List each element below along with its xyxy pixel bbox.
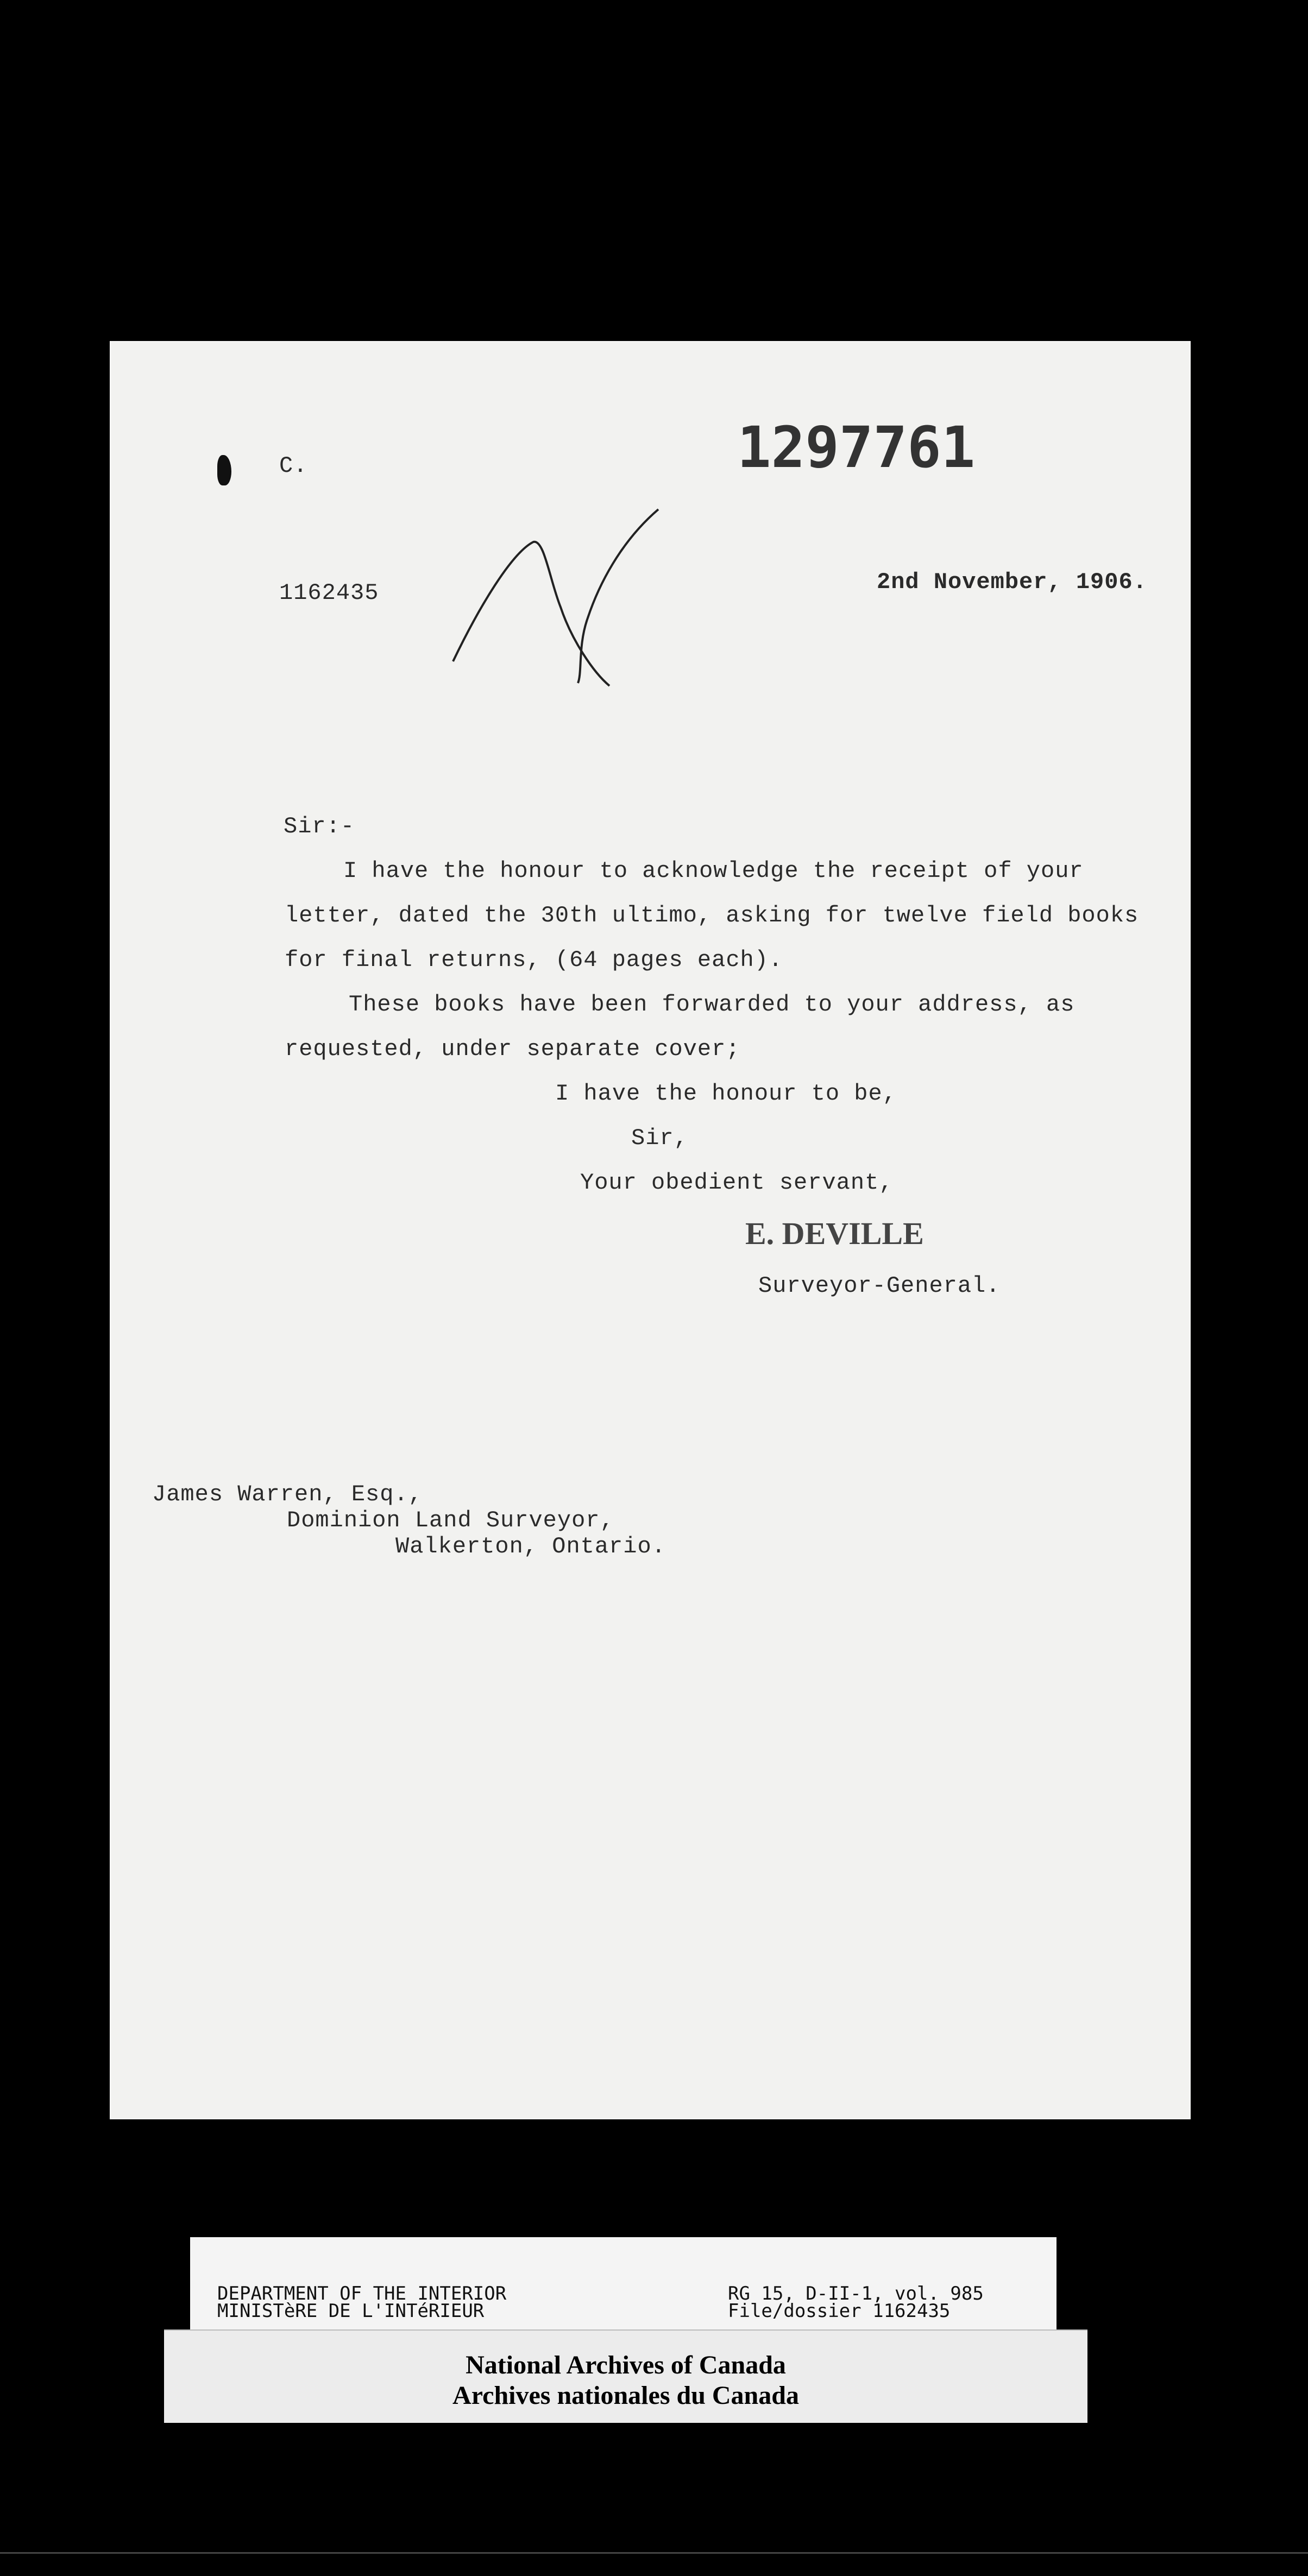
addressee-line: Dominion Land Surveyor, bbox=[287, 1507, 614, 1533]
letter-page bbox=[110, 341, 1191, 2119]
bottom-rule bbox=[0, 2552, 1308, 2554]
page-number: 1297761 bbox=[737, 414, 976, 481]
closing-line: Your obedient servant, bbox=[580, 1170, 894, 1196]
marker-letter: C. bbox=[279, 453, 308, 479]
department-fr: MINISTèRE DE L'INTéRIEUR bbox=[217, 2300, 485, 2322]
archive-name-en: National Archives of Canada bbox=[466, 2351, 786, 2379]
addressee-line: James Warren, Esq., bbox=[152, 1481, 423, 1507]
archive-name-fr: Archives nationales du Canada bbox=[452, 2381, 799, 2410]
letter-date: 2nd November, 1906. bbox=[877, 569, 1147, 595]
body-line: I have the honour to acknowledge the receipt of your bbox=[343, 858, 1084, 884]
body-line: requested, under separate cover; bbox=[285, 1036, 740, 1062]
file-number: 1162435 bbox=[279, 580, 379, 606]
department-en: DEPARTMENT OF THE INTERIOR bbox=[217, 2283, 507, 2304]
archive-reference-label bbox=[190, 2237, 1057, 2332]
body-line: These books have been forwarded to your address, as bbox=[349, 992, 1075, 1018]
body-line: for final returns, (64 pages each). bbox=[285, 947, 783, 973]
record-group-reference: RG 15, D-II-1, vol. 985 bbox=[728, 2283, 984, 2304]
signer-title: Surveyor-General. bbox=[758, 1273, 1001, 1299]
ink-blot bbox=[217, 455, 231, 485]
closing-line: I have the honour to be, bbox=[555, 1081, 897, 1107]
signature: E. DEVILLE bbox=[745, 1216, 924, 1251]
file-reference: File/dossier 1162435 bbox=[728, 2300, 951, 2322]
pen-cross-mark bbox=[436, 498, 664, 694]
archive-name-card bbox=[164, 2329, 1087, 2423]
body-line: letter, dated the 30th ultimo, asking for twelve field books bbox=[285, 902, 1139, 929]
closing-line: Sir, bbox=[631, 1125, 688, 1151]
addressee-line: Walkerton, Ontario. bbox=[395, 1533, 666, 1560]
salutation: Sir:- bbox=[284, 813, 355, 839]
